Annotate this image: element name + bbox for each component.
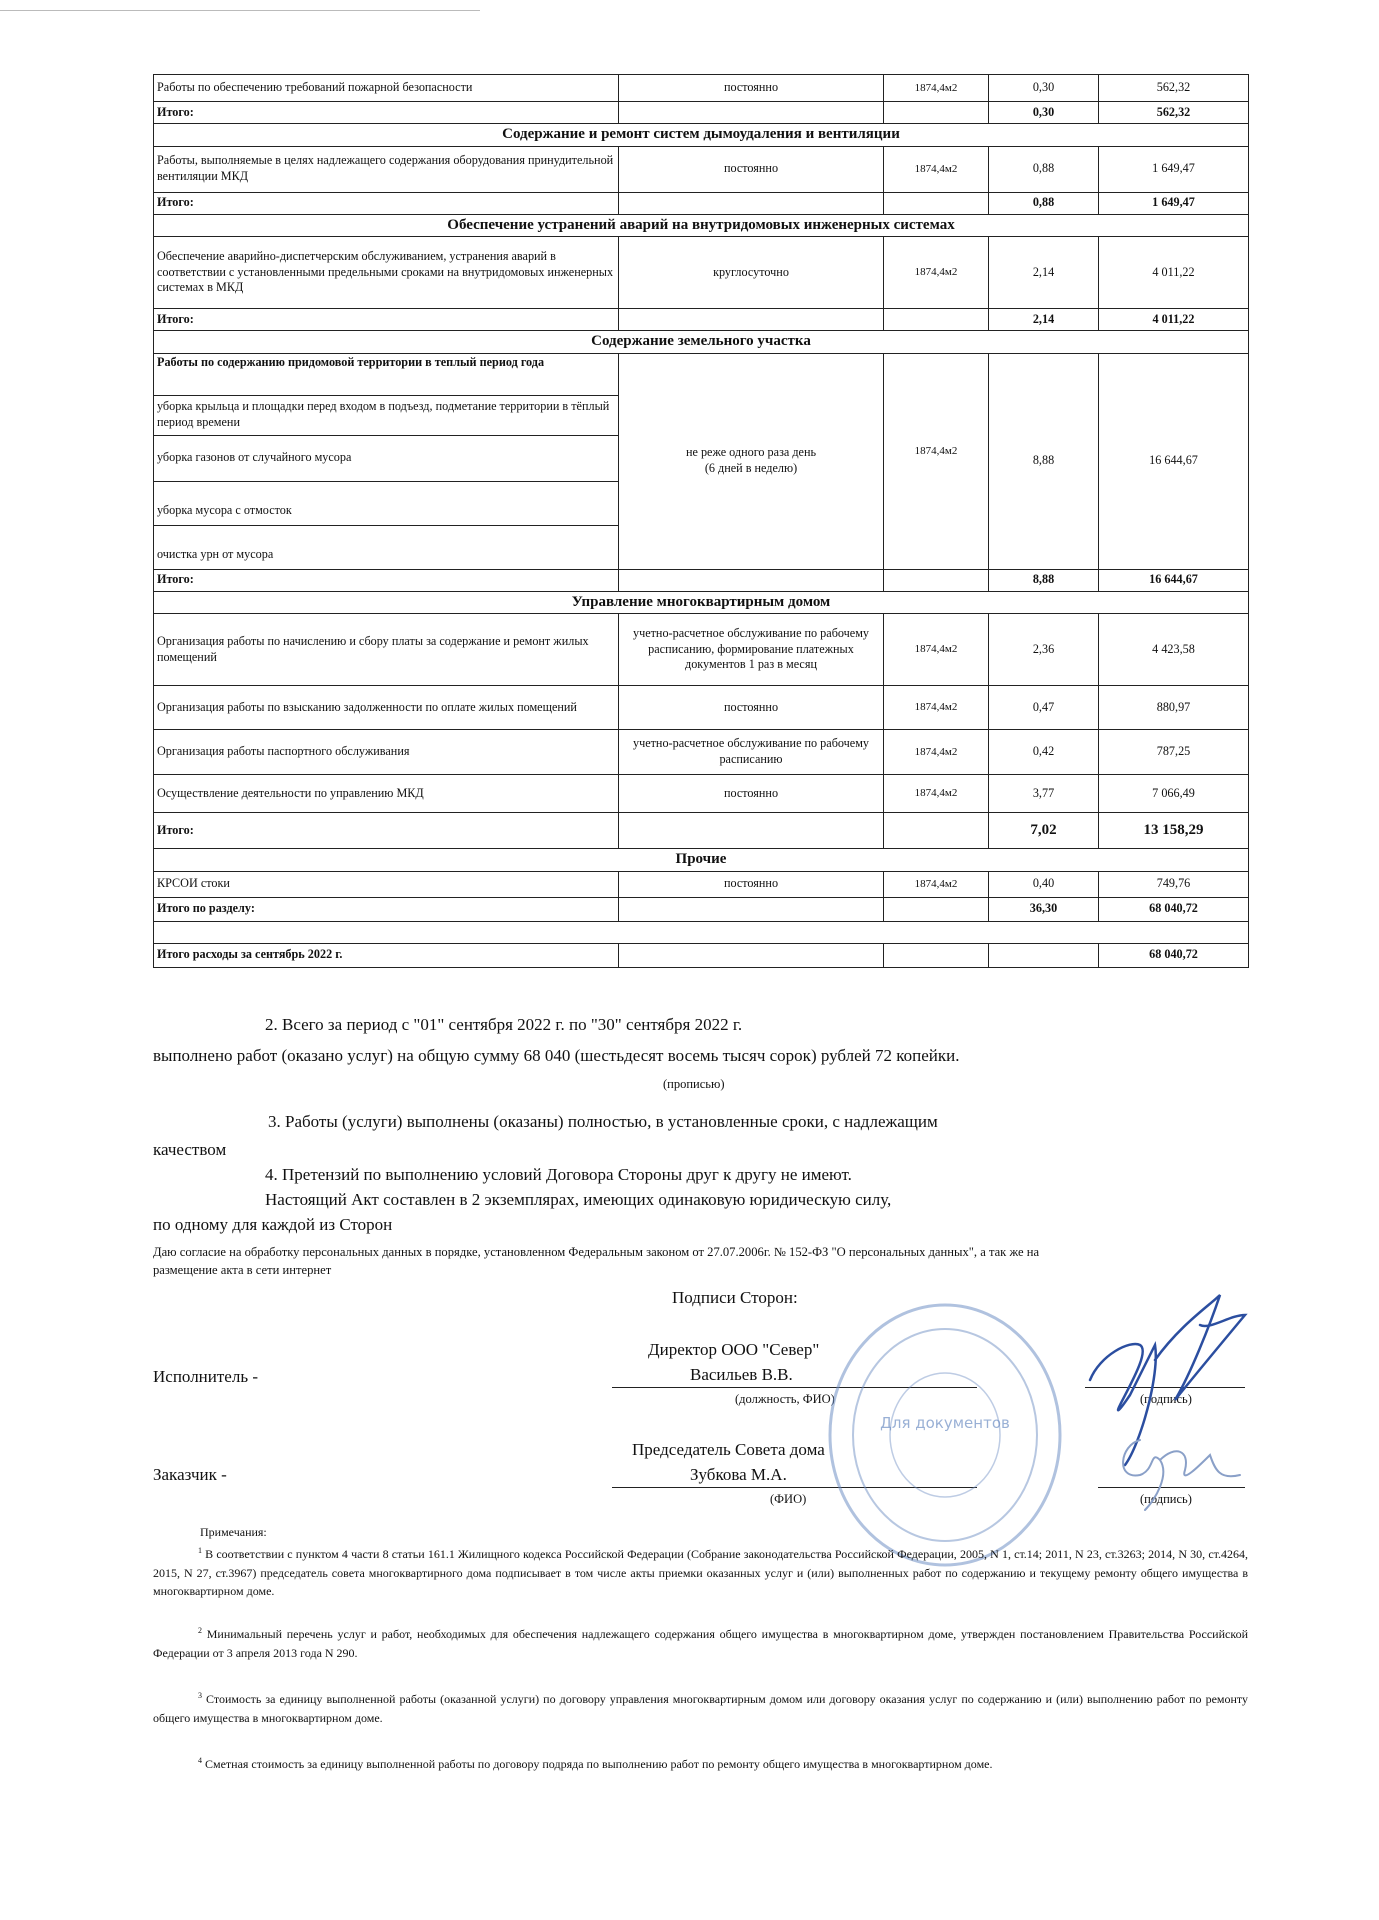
note-text: Стоимость за единицу выполненной работы (оказанной услуги) по договору управления многоквартирным домом или договору оказания услуг по содержанию и (или) выполнению работ по ремонту общего имущества в многоквартирном доме. [153,1692,1249,1725]
executor-hint: (должность, ФИО) [735,1392,835,1406]
row-sum: 4 011,22 [1099,237,1249,309]
row-name: Работы, выполняемые в целях надлежащего содержания оборудования принудительной вентиляции МКД [154,146,619,192]
total-rate: 8,88 [989,569,1099,591]
row-sum: 7 066,49 [1099,775,1249,813]
note-3 [153,1690,1248,1727]
note-text: В соответствии с пунктом 4 части 8 статьи 161.1 Жилищного кодекса Российской Федерации (Собрание законодательства Российской Федерации, 2005, N 1, ст.14; 2011, N 23, ст.3263; 2014, N 30, ст.4264, 2015, N 27, ст.3967) председатель совета многоквартирного дома подписывает в том числе акты приемки оказанных услуг и (или) выполненных работ по содержанию и текущему ремонту общего имущества в многоквартирном доме. [153,1547,1249,1599]
total-sum: 562,32 [1099,102,1249,124]
row-name: КРСОИ стоки [154,871,619,897]
row-name: уборка газонов от случайного мусора [154,435,619,481]
total-sum: 4 011,22 [1099,309,1249,331]
customer-sign-hint: (подпись) [1140,1492,1192,1506]
notes-title: Примечания: [200,1525,267,1539]
section-title: Содержание земельного участка [154,331,1249,354]
row-rate: 2,36 [989,614,1099,686]
row-rate: 0,88 [989,146,1099,192]
note-marker: 4 [198,1756,202,1765]
row-name: уборка крыльца и площадки перед входом в подъезд, подметание территории в тёплый период времени [154,395,619,435]
note-text: Минимальный перечень услуг и работ, необходимых для обеспечения надлежащего содержания общего имущества в многоквартирном доме, утвержден постановлением Правительства Российской Федерации от 3 апреля 2013 года N 290. [153,1627,1248,1660]
paragraph-2: 2. Всего за период с "01" сентября 2022 г. по "30" сентября 2022 г. [265,1015,743,1034]
total-sum: 16 644,67 [1099,569,1249,591]
row-name: Организация работы по начислению и сбору платы за содержание и ремонт жилых помещений [154,614,619,686]
table-row [154,730,1249,775]
services-table [153,74,1249,968]
executor-label: Исполнитель - [153,1367,258,1386]
note-4 [153,1755,1248,1774]
row-period: постоянно [619,686,884,730]
customer-position: Председатель Совета дома [632,1440,825,1459]
row-rate: 3,77 [989,775,1099,813]
hint-propisyu: (прописью) [663,1077,725,1091]
row-name: Организация работы по взысканию задолженности по оплате жилых помещений [154,686,619,730]
row-area: 1874,4м2 [884,146,989,192]
customer-name: Зубкова М.А. [690,1465,787,1484]
row-area: 1874,4м2 [884,614,989,686]
row-name: Организация работы паспортного обслуживания [154,730,619,775]
row-sum: 787,25 [1099,730,1249,775]
row-sum: 562,32 [1099,75,1249,102]
note-marker: 2 [198,1626,202,1635]
row-sum: 1 649,47 [1099,146,1249,192]
total-label: Итого: [154,569,619,591]
spacer-row [154,921,1249,943]
row-area: 1874,4м2 [884,871,989,897]
row-rate: 0,40 [989,871,1099,897]
grand-total-row [154,943,1249,967]
note-marker: 1 [198,1546,202,1555]
grand-total-sum: 68 040,72 [1099,943,1249,967]
paragraph-2-cont: выполнено работ (оказано услуг) на общую сумму 68 040 (шестьдесят восемь тысяч сорок) рублей 72 копейки. [153,1046,960,1065]
row-period: круглосуточно [619,237,884,309]
grand-total-label: Итого расходы за сентябрь 2022 г. [154,943,619,967]
row-area: 1874,4м2 [884,730,989,775]
section-title: Обеспечение устранений аварий на внутридомовых инженерных системах [154,214,1249,237]
note-marker: 3 [198,1691,202,1700]
customer-label: Заказчик - [153,1465,227,1484]
table-row [154,871,1249,897]
table-row [154,237,1249,309]
scan-top-line [0,10,480,11]
row-area: 1874,4м2 [884,353,989,569]
total-label: Итого: [154,102,619,124]
table-row [154,75,1249,102]
total-sum: 1 649,47 [1099,192,1249,214]
total-label: Итого: [154,309,619,331]
total-sum: 13 158,29 [1099,813,1249,849]
period-line: не реже одного раза день [685,445,817,460]
section-title: Содержание и ремонт систем дымоудаления и вентиляции [154,124,1249,147]
executor-position: Директор ООО "Север" [648,1340,820,1359]
row-period: постоянно [619,146,884,192]
table-row [154,353,1249,395]
row-period: постоянно [619,75,884,102]
row-rate: 0,42 [989,730,1099,775]
row-sum: 749,76 [1099,871,1249,897]
row-sum: 16 644,67 [1099,353,1249,569]
row-sum: 880,97 [1099,686,1249,730]
table-row [154,775,1249,813]
row-area: 1874,4м2 [884,686,989,730]
row-period: учетно-расчетное обслуживание по рабочему расписанию [619,730,884,775]
total-rate: 0,30 [989,102,1099,124]
table-row [154,686,1249,730]
row-area: 1874,4м2 [884,75,989,102]
paragraph-3-cont: качеством [153,1140,227,1159]
row-period: учетно-расчетное обслуживание по рабочему расписанию, формирование платежных документов 1 раз в месяц [619,614,884,686]
total-row [154,309,1249,331]
consent-text-cont: размещение акта в сети интернет [153,1263,332,1277]
total-rate: 36,30 [989,897,1099,921]
section-title: Управление многоквартирным домом [154,591,1249,614]
total-rate: 2,14 [989,309,1099,331]
paragraph-3: 3. Работы (услуги) выполнены (оказаны) полностью, в установленные сроки, с надлежащим [268,1112,938,1131]
total-row [154,192,1249,214]
total-label: Итого: [154,192,619,214]
row-rate: 0,47 [989,686,1099,730]
row-area: 1874,4м2 [884,775,989,813]
row-sum: 4 423,58 [1099,614,1249,686]
total-rate: 7,02 [989,813,1099,849]
row-area: 1874,4м2 [884,237,989,309]
row-name: Обеспечение аварийно-диспетчерским обслуживанием, устранения аварий в соответствии с установленными предельными сроками на внутридомовых инженерных системах в МКД [154,237,619,309]
row-name: Осуществление деятельности по управлению МКД [154,775,619,813]
total-row [154,813,1249,849]
note-text: Сметная стоимость за единицу выполненной работы по договору подряда по выполнению работ по ремонту общего имущества в многоквартирном доме. [205,1757,993,1771]
row-period: постоянно [619,775,884,813]
row-name: уборка мусора с отмосток [154,481,619,525]
paragraph-5-cont: по одному для каждой из Сторон [153,1215,393,1234]
row-name: Работы по обеспечению требований пожарной безопасности [154,75,619,102]
row-rate: 8,88 [989,353,1099,569]
row-name: Работы по содержанию придомовой территории в теплый период года [154,353,619,395]
total-label: Итого: [154,813,619,849]
note-1 [153,1545,1248,1601]
total-row [154,102,1249,124]
row-name: очистка урн от мусора [154,525,619,569]
customer-hint: (ФИО) [770,1492,807,1506]
signatures-title: Подписи Сторон: [672,1288,798,1307]
section-title: Прочие [154,849,1249,872]
note-2 [153,1625,1248,1662]
paragraph-5: Настоящий Акт составлен в 2 экземплярах, имеющих одинаковую юридическую силу, [265,1190,892,1209]
row-rate: 2,14 [989,237,1099,309]
total-label: Итого по разделу: [154,897,619,921]
row-rate: 0,30 [989,75,1099,102]
row-period [619,353,884,569]
executor-name: Васильев В.В. [690,1365,793,1384]
stamp-seal [825,1300,1065,1570]
total-sum: 68 040,72 [1099,897,1249,921]
table-row [154,146,1249,192]
total-rate: 0,88 [989,192,1099,214]
paragraph-4: 4. Претензий по выполнению условий Договора Стороны друг к другу не имеют. [265,1165,852,1184]
consent-text: Даю согласие на обработку персональных данных в порядке, установленном Федеральным законом от 27.07.2006г. № 152-ФЗ "О персональных данных", а так же на [153,1245,1040,1259]
total-row [154,897,1249,921]
executor-sign-hint: (подпись) [1140,1392,1192,1406]
table-row [154,614,1249,686]
total-row [154,569,1249,591]
stamp-text: Для документов [880,1414,1010,1432]
row-period: постоянно [619,871,884,897]
customer-signature [1100,1420,1250,1520]
period-line: (6 дней в неделю) [704,461,798,475]
